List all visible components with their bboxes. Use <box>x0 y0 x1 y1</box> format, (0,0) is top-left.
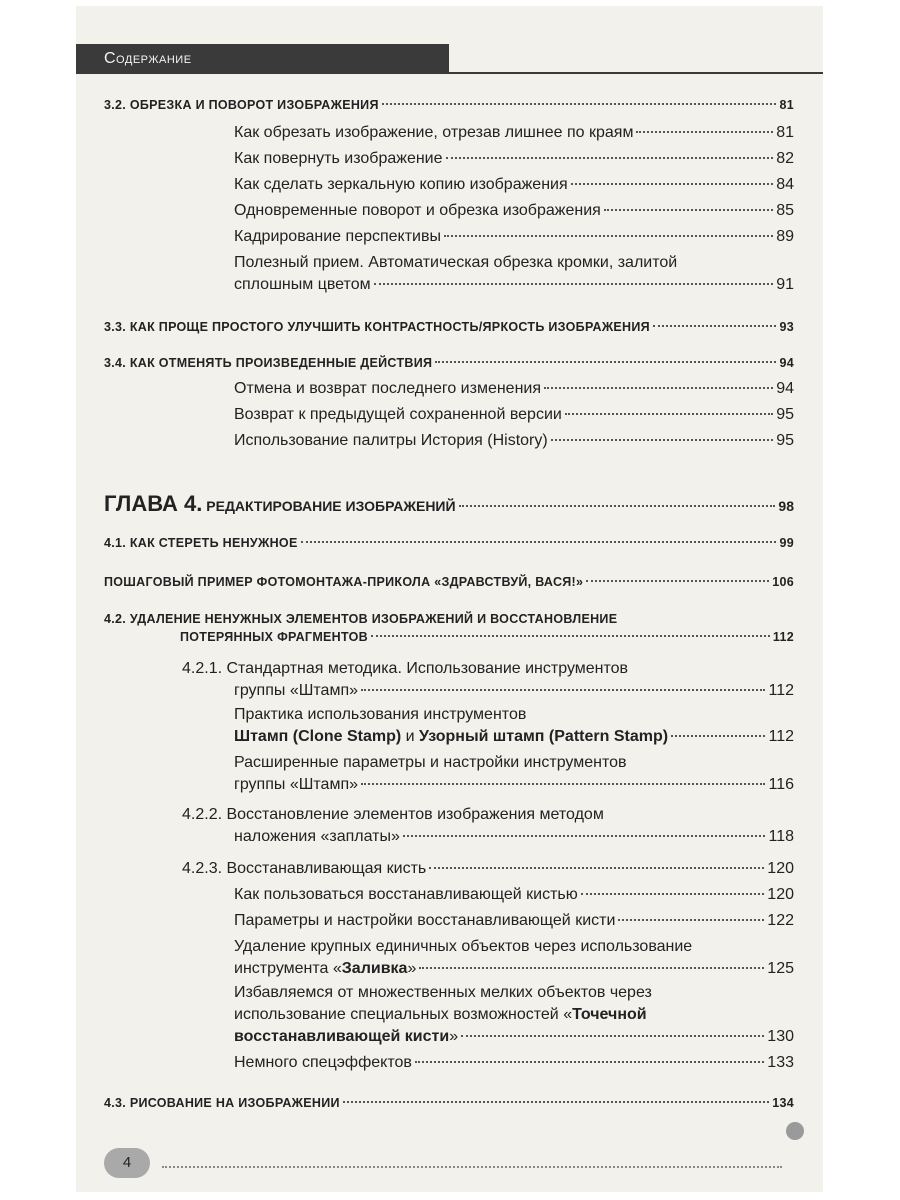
toc-entry-line: Практика использования инструментов <box>234 706 527 723</box>
toc-entry-4-1[interactable]: 4.1. КАК СТЕРЕТЬ НЕНУЖНОЕ 99 <box>104 536 794 550</box>
toc-entry-4-2-1[interactable]: группы «Штамп» 112 <box>234 682 794 699</box>
book-page <box>76 6 823 1192</box>
toc-entry[interactable]: Отмена и возврат последнего изменения 94 <box>234 380 794 397</box>
toc-entry-line: Расширенные параметры и настройки инструментов <box>234 754 627 771</box>
toc-entry[interactable]: Параметры и настройки восстанавливающей кисти 122 <box>234 912 794 929</box>
toc-entry-3-4[interactable]: 3.4. КАК ОТМЕНЯТЬ ПРОИЗВЕДЕННЫЕ ДЕЙСТВИЯ 94 <box>104 356 794 370</box>
toc-entry[interactable]: инструмента «Заливка» 125 <box>234 960 794 977</box>
toc-entry-line: использование специальных возможностей «Точечной <box>234 1006 647 1023</box>
toc-entry[interactable]: Кадрирование перспективы 89 <box>234 228 794 245</box>
toc-entry[interactable]: Одновременные поворот и обрезка изображения 85 <box>234 202 794 219</box>
toc-entry-4-2[interactable]: ПОТЕРЯННЫХ ФРАГМЕНТОВ 112 <box>180 630 794 644</box>
toc-entry[interactable]: Как пользоваться восстанавливающей кистью 120 <box>234 886 794 903</box>
toc-entry-3-3[interactable]: 3.3. КАК ПРОЩЕ ПРОСТОГО УЛУЧШИТЬ КОНТРАСТНОСТЬ/ЯРКОСТЬ ИЗОБРАЖЕНИЯ 93 <box>104 320 794 334</box>
toc-entry-line: Удаление крупных единичных объектов через использование <box>234 938 693 955</box>
toc-entry[interactable]: Возврат к предыдущей сохраненной версии 95 <box>234 406 794 423</box>
toc-entry-4-3[interactable]: 4.3. РИСОВАНИЕ НА ИЗОБРАЖЕНИИ 134 <box>104 1096 794 1110</box>
toc-entry-4-2-2[interactable]: наложения «заплаты» 118 <box>234 828 794 845</box>
toc-entry[interactable]: Штамп (Clone Stamp) и Узорный штамп (Pattern Stamp) 112 <box>234 728 794 745</box>
page-title: Содержание <box>104 50 192 67</box>
toc-entry-line: 4.2. УДАЛЕНИЕ НЕНУЖНЫХ ЭЛЕМЕНТОВ ИЗОБРАЖЕНИЙ И ВОССТАНОВЛЕНИЕ <box>104 612 618 626</box>
toc-entry[interactable]: сплошным цветом 91 <box>234 276 794 293</box>
decorative-dot <box>786 1122 804 1140</box>
table-of-contents <box>76 6 823 1192</box>
page-number: 4 <box>122 1154 132 1171</box>
toc-entry-example[interactable]: ПОШАГОВЫЙ ПРИМЕР ФОТОМОНТАЖА-ПРИКОЛА «ЗДРАВСТВУЙ, ВАСЯ!» 106 <box>104 575 794 589</box>
footer-dotted-rule <box>162 1166 782 1168</box>
toc-entry-line: Избавляемся от множественных мелких объектов через <box>234 984 652 1001</box>
toc-entry[interactable]: Как повернуть изображение 82 <box>234 150 794 167</box>
toc-entry[interactable]: Немного спецэффектов 133 <box>234 1054 794 1071</box>
toc-entry-4-2-3[interactable]: 4.2.3. Восстанавливающая кисть 120 <box>182 860 794 877</box>
toc-entry-line: Полезный прием. Автоматическая обрезка кромки, залитой <box>234 254 678 271</box>
toc-entry[interactable]: группы «Штамп» 116 <box>234 776 794 793</box>
page-number-badge <box>104 1148 150 1178</box>
toc-entry[interactable]: Как обрезать изображение, отрезав лишнее по краям 81 <box>234 124 794 141</box>
toc-entry[interactable]: Использование палитры История (History) 95 <box>234 432 794 449</box>
toc-chapter-4[interactable]: ГЛАВА 4. РЕДАКТИРОВАНИЕ ИЗОБРАЖЕНИЙ 98 <box>104 491 794 516</box>
toc-entry[interactable]: восстанавливающей кисти» 130 <box>234 1028 794 1045</box>
toc-entry-line: 4.2.1. Стандартная методика. Использование инструментов <box>182 660 629 677</box>
toc-entry-3-2[interactable]: 3.2. ОБРЕЗКА И ПОВОРОТ ИЗОБРАЖЕНИЯ 81 <box>104 98 794 112</box>
toc-entry[interactable]: Как сделать зеркальную копию изображения 84 <box>234 176 794 193</box>
toc-entry-line: 4.2.2. Восстановление элементов изображения методом <box>182 806 604 823</box>
